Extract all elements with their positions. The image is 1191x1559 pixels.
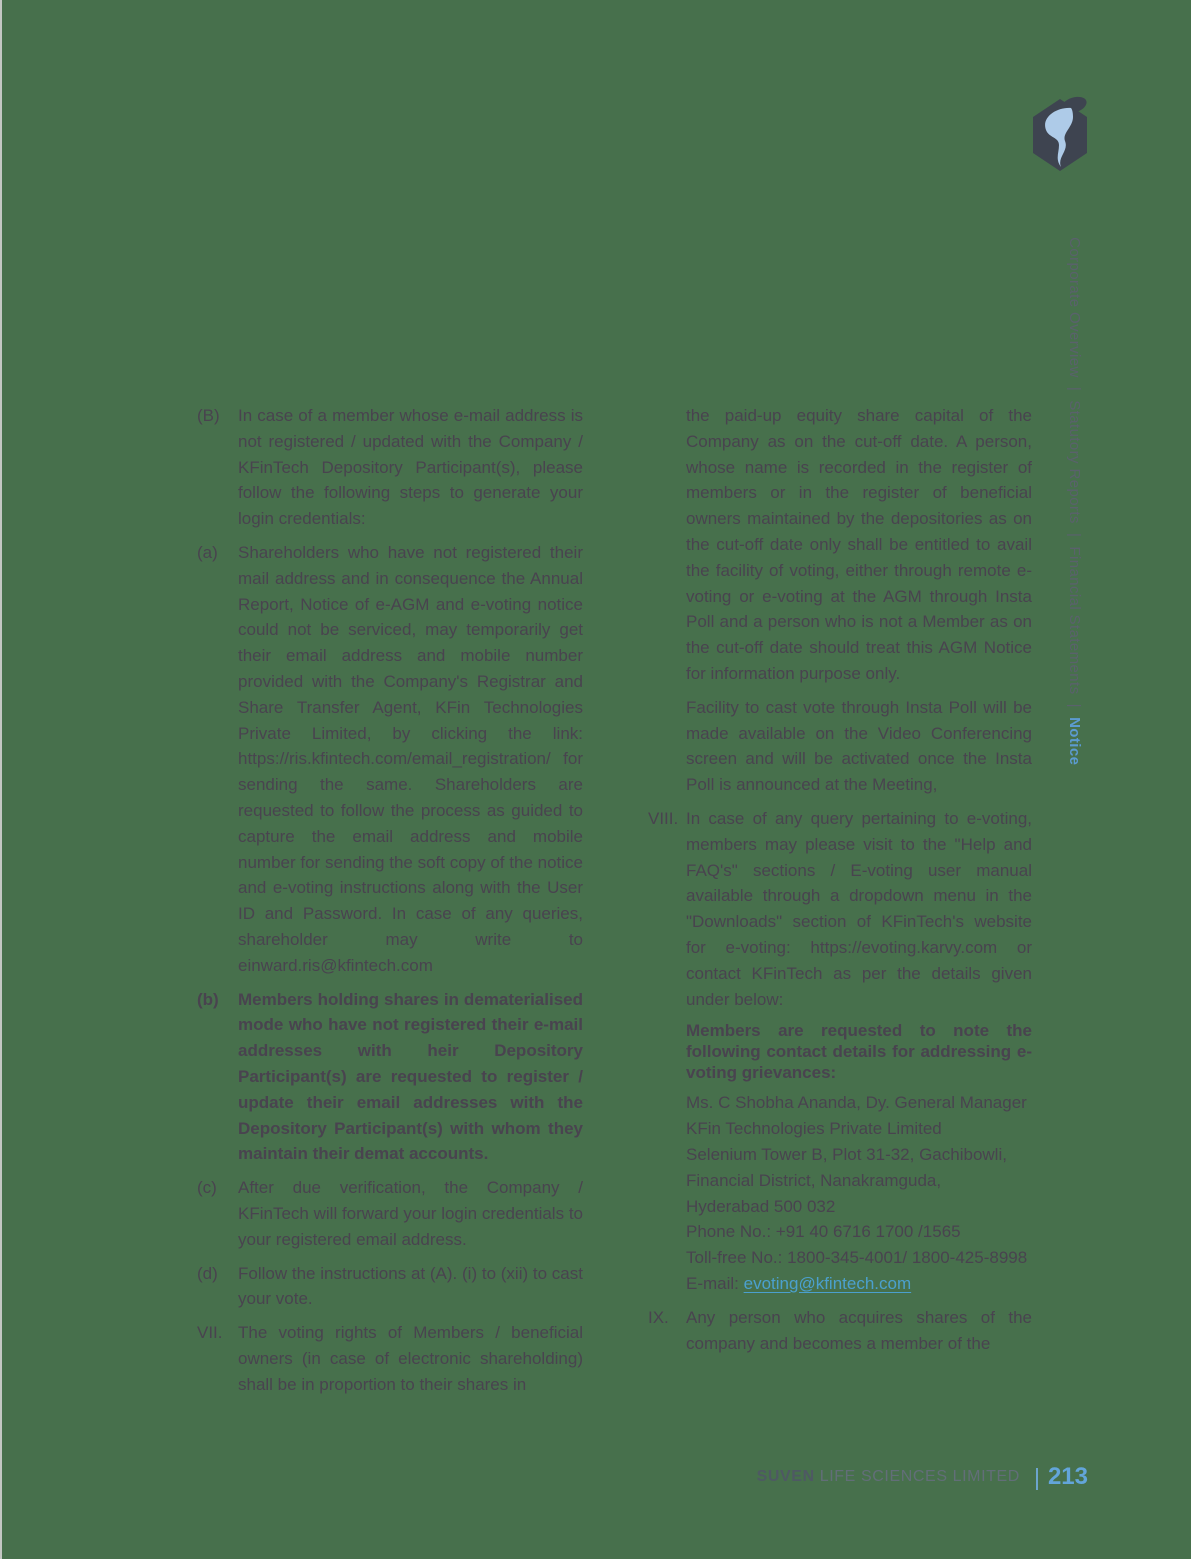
list-text: Members holding shares in dematerialised mode who have not registered their e-mail addresses with heir Depository Participant(s) are requested to register / update their email addresses with the Depository Participant(s) with whom they maintain their demat accounts. xyxy=(238,989,583,1164)
paragraph-insta-poll-note: Facility to cast vote through Insta Poll will be made available on the Video Conferencing screen and will be activated once the Insta Poll is announced at the Meeting, xyxy=(686,697,1032,795)
email-label: E-mail: xyxy=(686,1273,744,1293)
list-text: Any person who acquires shares of the company and becomes a member of the xyxy=(686,1307,1032,1353)
contact-line: Financial District, Nanakramguda, xyxy=(686,1170,942,1190)
suven-logo-icon xyxy=(1033,93,1091,177)
list-text: After due verification, the Company / KFinTech will forward your login credentials to your registered email address. xyxy=(238,1178,583,1249)
footer-brand-rest: LIFE SCIENCES LIMITED xyxy=(814,1468,1020,1485)
breadcrumb-item-notice-active[interactable]: Notice xyxy=(1066,717,1083,766)
list-label: VIII. xyxy=(648,808,679,828)
list-label: (c) xyxy=(197,1178,217,1198)
breadcrumb-item-statutory-reports[interactable]: Statutory Reports xyxy=(1066,400,1083,524)
contact-line: Selenium Tower B, Plot 31-32, Gachibowli, xyxy=(686,1144,1007,1164)
contact-line: Phone No.: +91 40 6716 1700 /1565 xyxy=(686,1222,961,1242)
breadcrumb-item-corporate-overview[interactable]: Corporate Overview xyxy=(1066,237,1083,378)
left-column xyxy=(197,403,583,1405)
contact-email-line xyxy=(686,1271,1032,1297)
list-item-viii xyxy=(648,806,1032,1012)
list-item-vii xyxy=(197,1320,583,1397)
contact-line: KFin Technologies Private Limited xyxy=(686,1119,942,1139)
list-label: (d) xyxy=(197,1263,218,1283)
list-text: In case of a member whose e-mail address is not registered / updated with the Company / KFinTech Depository Participant(s), please follow the following steps to generate your login credentials: xyxy=(238,406,583,529)
list-label: (b) xyxy=(197,989,219,1009)
list-label: (a) xyxy=(197,542,218,562)
contact-details-block xyxy=(686,1090,1032,1296)
list-text: Follow the instructions at (A). (i) to (xii) to cast your vote. xyxy=(238,1263,583,1309)
list-label: (B) xyxy=(197,406,220,425)
list-label: VII. xyxy=(197,1323,223,1343)
suven-hexagon-swoosh-icon xyxy=(1033,93,1091,177)
list-item-c xyxy=(197,1175,583,1252)
list-item-b xyxy=(197,987,583,1168)
list-item-d xyxy=(197,1261,583,1313)
section-breadcrumb-vertical xyxy=(1066,228,1100,765)
footer-brand-bold: SUVEN xyxy=(756,1468,815,1485)
contact-line: Hyderabad 500 032 xyxy=(686,1196,836,1216)
breadcrumb-item-financial-statements[interactable]: Financial Statements xyxy=(1066,546,1083,695)
list-item-ix xyxy=(648,1305,1032,1357)
list-text: Shareholders who have not registered their mail address and in consequence the Annual Report, Notice of e-AGM and e-voting notice could not be serviced, may temporarily get their email address and mobile number provided with the Company's Registrar and Share Transfer Agent, KFin Technologies Private Limited, by clicking the link: https://ris.kfintech.com/email_registration/ for sending the same. Shareholders are requested to follow the process as guided to capture the email address and mobile number for sending the soft copy of the notice and e-voting instructions along with the User ID and Password. In case of any queries, shareholder may write to einward.ris@kfintech.com xyxy=(238,542,583,975)
list-item-B xyxy=(197,403,583,532)
list-label: IX. xyxy=(648,1307,669,1327)
page-footer xyxy=(757,1460,1088,1494)
list-item-a xyxy=(197,540,583,979)
evoting-email-link[interactable]: evoting@kfintech.com xyxy=(743,1273,912,1293)
page-edge-line xyxy=(0,0,2,1559)
footer-separator: | xyxy=(1033,1463,1040,1490)
list-text: The voting rights of Members / beneficial owners (in case of electronic shareholding) shall be in proportion to their shares in xyxy=(238,1323,583,1394)
paragraph-grievance-note: Members are requested to note the following contact details for addressing e-voting grievances: xyxy=(686,1021,1032,1083)
right-column xyxy=(648,403,1032,1364)
page-number: 213 xyxy=(1047,1463,1088,1490)
list-text: In case of any query pertaining to e-voting, members may please visit to the "Help and FAQ's" sections / E-voting user manual available through a dropdown menu in the "Downloads" section of KFinTech's website for e-voting: https://evoting.karvy.com or contact KFinTech as per the details given under below: xyxy=(686,808,1032,1009)
breadcrumb-separator: | xyxy=(1066,694,1083,718)
contact-line: Ms. C Shobha Ananda, Dy. General Manager xyxy=(686,1093,1027,1113)
breadcrumb-separator: | xyxy=(1066,377,1083,401)
contact-line: Toll-free No.: 1800-345-4001/ 1800-425-8998 xyxy=(686,1248,1028,1268)
paragraph-vii-continued: the paid-up equity share capital of the Company as on the cut-off date. A person, whose name is recorded in the register of members or in the register of beneficial owners maintained by the depositories as on the cut-off date only shall be entitled to avail the facility of voting, either through remote e-voting or e-voting at the AGM through Insta Poll and a person who is not a Member as on the cut-off date should treat this AGM Notice for information purpose only. xyxy=(686,406,1032,683)
breadcrumb-separator: | xyxy=(1066,523,1083,547)
